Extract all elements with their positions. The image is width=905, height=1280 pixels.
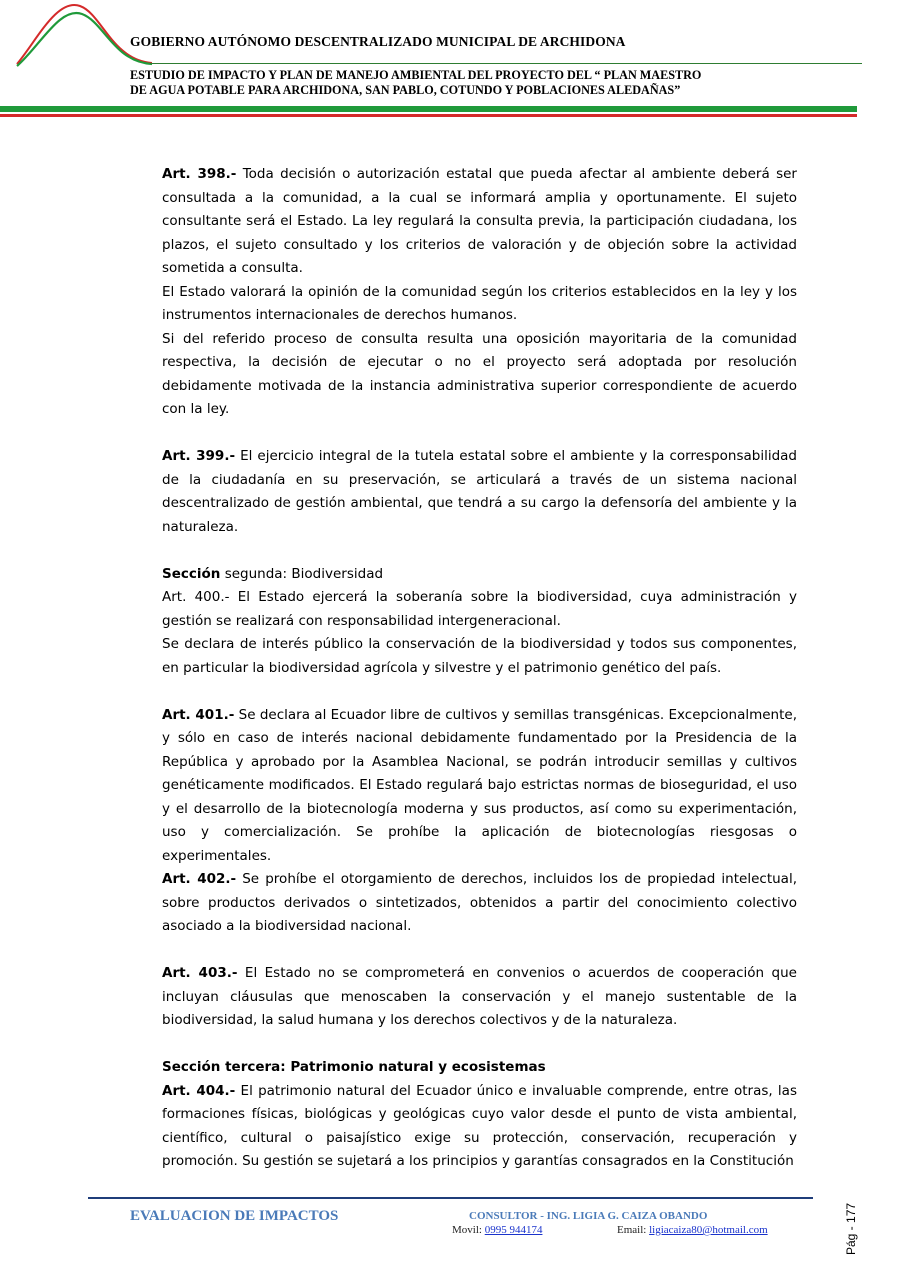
section-2-heading (162, 563, 797, 587)
art-403-label: Art. 403.- (162, 965, 238, 981)
art-402-text: Se prohíbe el otorgamiento de derechos, incluidos los de propiedad intelectual, sobre productos derivados o sintetizados, obtenidos a partir del conocimiento colectivo asociado a la biodiversidad nacional. (162, 871, 797, 934)
footer-phone (452, 1224, 542, 1236)
email-link[interactable]: ligiacaiza80@hotmail.com (649, 1224, 768, 1236)
art-399-text: El ejercicio integral de la tutela estatal sobre el ambiente y la corresponsabilidad de la ciudadanía en su preservación, se articulará a través de un sistema nacional descentralizado de gestión ambiental, que tendrá a su cargo la defensoría del ambiente y la naturaleza. (162, 448, 797, 535)
section-3-heading (162, 1056, 797, 1080)
footer-divider (88, 1197, 813, 1199)
art-398-text: Toda decisión o autorización estatal que pueda afectar al ambiente deberá ser consultada a la comunidad, a la cual se informará amplia y oportunamente. El sujeto consultante será el Estado. La ley regulará la consulta previa, la participación ciudadana, los plazos, el sujeto consultado y los criterios de valoración y de objeción sobre la actividad sometida a consulta. (162, 166, 797, 276)
email-label: Email: (617, 1224, 650, 1236)
art-403-text: El Estado no se comprometerá en convenios o acuerdos de cooperación que incluyan cláusulas que menoscaben la conservación y el manejo sustentable de la biodiversidad, la salud humana y los derechos colectivos y de la naturaleza. (162, 965, 797, 1028)
section-2-text: segunda: Biodiversidad (220, 565, 384, 582)
art-401-paragraph (162, 704, 797, 869)
header-divider (150, 63, 862, 64)
art-399-label: Art. 399.- (162, 448, 236, 464)
art-404-label: Art. 404.- (162, 1082, 236, 1099)
footer-consultant: CONSULTOR - ING. LIGIA G. CAIZA OBANDO (469, 1210, 708, 1222)
section-3-title: Sección tercera: Patrimonio natural y ecosistemas (162, 1059, 546, 1075)
art-401-text: Se declara al Ecuador libre de cultivos y semillas transgénicas. Excepcionalmente, y sólo en caso de interés nacional debidamente fundamentado por la Presidencia de la República y aprobado por la Asamblea Nacional, se podrán introducir semillas y cultivos genéticamente modificados. El Estado regulará bajo estrictas normas de bioseguridad, el uso y el desarrollo de la biotecnología moderna y sus productos, así como su experimentación, uso y comercialización. Se prohíbe la aplicación de biotecnologías riesgosas o experimentales. (162, 706, 797, 864)
footer-email (617, 1224, 768, 1236)
art-402-label: Art. 402.- (162, 871, 237, 887)
art-400-paragraph: Art. 400.- El Estado ejercerá la soberanía sobre la biodiversidad, cuya administración y gestión se realizará con responsabilidad intergeneracional. (162, 589, 797, 629)
page-number: Pág - 177 (844, 1202, 858, 1255)
header-green-band (0, 106, 857, 112)
phone-link[interactable]: 0995 944174 (484, 1224, 543, 1236)
art-398-paragraph (162, 163, 797, 281)
art-398-paragraph-3: Si del referido proceso de consulta resulta una oposición mayoritaria de la comunidad respectiva, la decisión de ejecutar o no el proyecto será adoptada por resolución debidamente motivada de la instancia administrativa superior correspondiente de acuerdo con la ley. (162, 330, 797, 417)
art-400-paragraph-2: Se declara de interés público la conservación de la biodiversidad y todos sus componentes, en particular la biodiversidad agrícola y silvestre y el patrimonio genético del país. (162, 636, 797, 676)
header-title: GOBIERNO AUTÓNOMO DESCENTRALIZADO MUNICIPAL DE ARCHIDONA (130, 34, 626, 49)
header-red-band (0, 114, 857, 117)
art-399-paragraph (162, 445, 797, 539)
art-402-paragraph (162, 868, 797, 939)
art-404-text: El patrimonio natural del Ecuador único e invaluable comprende, entre otras, las formaciones físicas, biológicas y geológicas cuyo valor desde el punto de vista ambiental, científico, cultural o paisajístico exige su protección, conservación, recuperación y promoción. Su gestión se sujetará a los principios y garantías consagrados en la Constitución (162, 1082, 797, 1169)
art-404-paragraph (162, 1080, 797, 1174)
art-398-paragraph-2: El Estado valorará la opinión de la comunidad según los criterios establecidos en la ley y los instrumentos internacionales de derechos humanos. (162, 283, 797, 323)
header-subtitle-line2: DE AGUA POTABLE PARA ARCHIDONA, SAN PABLO, COTUNDO Y POBLACIONES ALEDAÑAS” (130, 83, 681, 97)
art-403-paragraph (162, 962, 797, 1033)
header-subtitle-line1: ESTUDIO DE IMPACTO Y PLAN DE MANEJO AMBIENTAL DEL PROYECTO DEL “ PLAN MAESTRO (130, 68, 702, 82)
section-2-label: Sección (162, 565, 221, 582)
phone-label: Movil: (452, 1224, 485, 1236)
footer-section-title: EVALUACION DE IMPACTOS (130, 1208, 339, 1224)
document-body (162, 163, 797, 1174)
art-401-label: Art. 401.- (162, 706, 235, 723)
art-398-label: Art. 398.- (162, 166, 237, 182)
header-subtitle (130, 68, 830, 98)
